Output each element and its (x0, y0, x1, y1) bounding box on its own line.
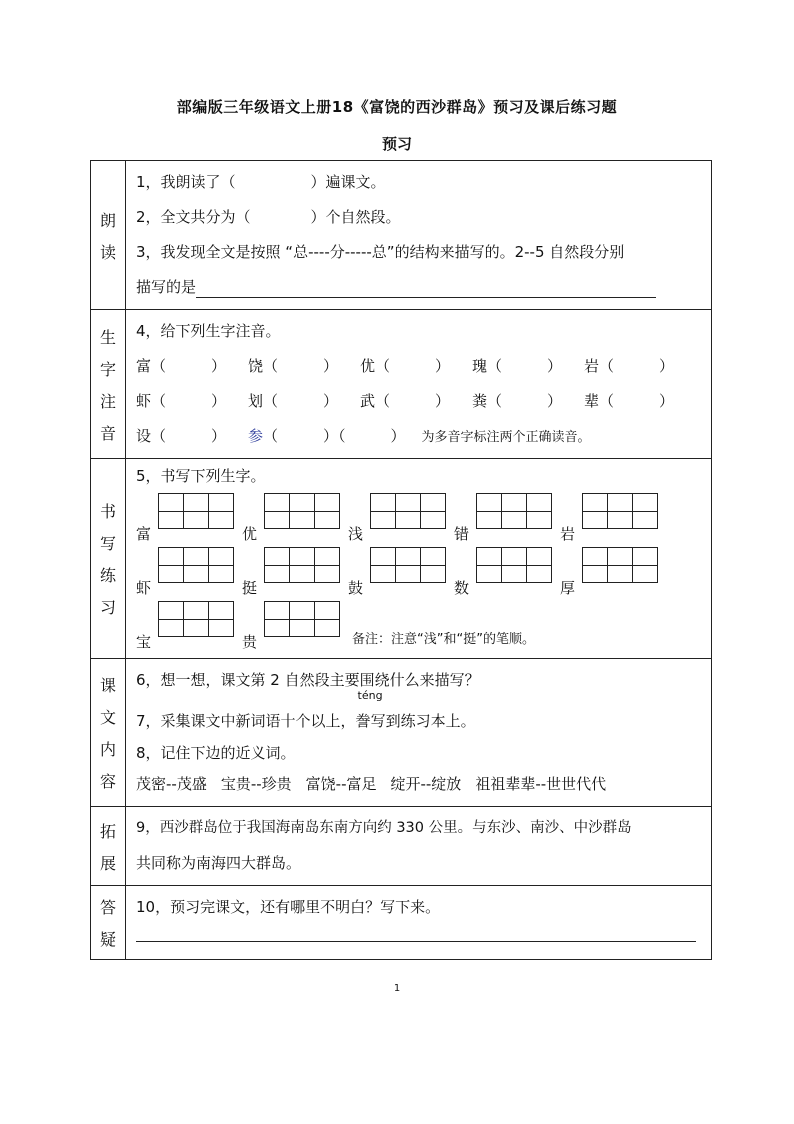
answer-blank-line[interactable] (136, 925, 696, 942)
writing-grid-row-3 (136, 597, 711, 651)
writing-item (560, 547, 666, 597)
writing-char: 挺 (242, 579, 258, 597)
pinyin-item[interactable]: 设（ ） (136, 427, 227, 445)
char-pinyin: téng (357, 689, 383, 702)
writing-char: 贵 (242, 633, 258, 651)
qa-label (91, 886, 126, 960)
label-char: 容 (99, 772, 116, 791)
pinyin-item[interactable]: 粪（ ） (472, 392, 563, 410)
tianzi-grid[interactable] (158, 601, 234, 637)
reading-label (91, 161, 126, 310)
synonym-pair: 宝贵--珍贵 (220, 775, 292, 793)
tianzi-grid[interactable] (370, 547, 446, 583)
writing-item (242, 601, 348, 651)
label-char: 拓 (99, 821, 116, 841)
question-9-line-2: 共同称为南海四大群岛。 (136, 854, 302, 872)
pinyin-line-2 (136, 384, 711, 419)
content-row (91, 659, 712, 807)
tianzi-grid[interactable] (476, 547, 552, 583)
label-char: 内 (99, 740, 116, 759)
question-7 (136, 689, 711, 739)
synonym-pair: 茂密--茂盛 (136, 775, 207, 793)
synonym-pair: 绽开--绽放 (390, 775, 462, 793)
label-char: 读 (99, 242, 116, 262)
writing-item (136, 493, 242, 543)
writing-char: 虾 (136, 579, 152, 597)
synonym-pair: 祖祖辈辈--世世代代 (475, 775, 607, 793)
writing-content (126, 459, 712, 659)
annotated-char: 誊 (355, 712, 371, 730)
tianzi-grid[interactable] (158, 493, 234, 529)
tianzi-grid[interactable] (476, 493, 552, 529)
pinyin-item[interactable]: 优（ ） (360, 357, 451, 375)
page-number: 1 (393, 983, 401, 994)
extend-row (91, 807, 712, 886)
question-8: 8，记住下边的近义词。 (136, 744, 296, 762)
tianzi-grid[interactable] (370, 493, 446, 529)
writing-note: 备注：注意“浅”和“挺”的笔顺。 (352, 632, 535, 647)
pinyin-item[interactable]: 辈（ ） (584, 392, 675, 410)
worksheet-table (90, 160, 712, 960)
pinyin-item[interactable]: 武（ ） (360, 392, 451, 410)
label-char: 疑 (99, 930, 116, 949)
question-9-line-1: 9，西沙群岛位于我国海南岛东南方向约 330 公里。与东沙、南沙、中沙群岛 (136, 820, 632, 836)
writing-char: 鼓 (348, 579, 364, 597)
writing-item (242, 493, 348, 543)
writing-char: 数 (454, 579, 470, 597)
question-3-prefix: 描写的是 (136, 278, 197, 296)
tianzi-grid[interactable] (582, 493, 658, 529)
writing-char: 优 (242, 525, 258, 543)
label-char: 注 (99, 391, 116, 411)
writing-item (348, 547, 454, 597)
pinyin-annotated-char (355, 689, 383, 739)
answer-blank-line[interactable] (196, 275, 656, 298)
tianzi-grid[interactable] (264, 601, 340, 637)
pinyin-item[interactable]: 岩（ ） (584, 357, 675, 375)
writing-grid-row-1 (136, 489, 711, 543)
writing-item (136, 601, 242, 651)
label-char: 课 (99, 676, 116, 695)
pinyin-line-3 (136, 419, 711, 454)
pinyin-item[interactable]: 虾（ ） (136, 392, 227, 410)
tianzi-grid[interactable] (264, 493, 340, 529)
writing-char: 错 (454, 525, 470, 543)
reading-row (91, 161, 712, 310)
writing-item (242, 547, 348, 597)
label-char: 朗 (99, 210, 116, 230)
question-2: 2，全文共分为（ ）个自然段。 (136, 208, 401, 226)
writing-char: 岩 (560, 525, 576, 543)
reading-content (126, 161, 712, 310)
label-char: 音 (99, 423, 116, 443)
pinyin-item[interactable]: 富（ ） (136, 357, 227, 375)
content-content (126, 659, 712, 807)
tianzi-grid[interactable] (158, 547, 234, 583)
extend-content (126, 807, 712, 886)
question-3-line-1: 3，我发现全文是按照 “总----分-----总”的结构来描写的。2--5 自然段分别 (136, 243, 625, 261)
qa-content (126, 886, 712, 960)
question-10: 10，预习完课文，还有哪里不明白？写下来。 (136, 898, 441, 916)
question-4: 4，给下列生字注音。 (136, 322, 281, 340)
label-char: 写 (99, 534, 116, 553)
writing-item (348, 493, 454, 543)
polyphone-note: 为多音字标注两个正确读音。 (421, 430, 591, 445)
pinyin-item[interactable]: 饶（ ） (248, 357, 339, 375)
pinyin-item[interactable]: 瑰（ ） (472, 357, 563, 375)
pinyin-line-1 (136, 349, 711, 384)
label-char: 练 (99, 566, 116, 585)
section-subtitle: 预习 (381, 135, 412, 153)
question-1: 1，我朗读了（ ）遍课文。 (136, 173, 386, 191)
pinyin-content (126, 310, 712, 459)
label-char: 习 (99, 598, 116, 617)
question-7-suffix: 写到练习本上。 (370, 712, 476, 730)
writing-item (454, 493, 560, 543)
label-char: 生 (99, 327, 116, 347)
synonym-list (136, 767, 711, 802)
label-char: 文 (99, 708, 116, 727)
polyphone-char: 参 (248, 427, 264, 445)
question-7-prefix: 7，采集课文中新词语十个以上， (136, 712, 356, 730)
tianzi-grid[interactable] (264, 547, 340, 583)
writing-grid-row-2 (136, 543, 711, 597)
writing-item (454, 547, 560, 597)
content-label (91, 659, 126, 807)
label-char: 书 (99, 502, 116, 521)
pinyin-item[interactable]: 划（ ） (248, 392, 339, 410)
extend-label (91, 807, 126, 886)
question-6: 6，想一想，课文第 2 自然段主要围绕什么来描写？ (136, 671, 480, 689)
writing-row (91, 459, 712, 659)
label-char: 展 (99, 853, 116, 873)
question-3-line-2 (136, 270, 711, 305)
writing-char: 富 (136, 525, 152, 543)
writing-item (136, 547, 242, 597)
tianzi-grid[interactable] (582, 547, 658, 583)
pinyin-row (91, 310, 712, 459)
question-5: 5，书写下列生字。 (136, 467, 266, 485)
document-title: 部编版三年级语文上册18《富饶的西沙群岛》预习及课后练习题 (176, 98, 618, 116)
writing-char: 厚 (560, 579, 576, 597)
writing-label (91, 459, 126, 659)
pinyin-label (91, 310, 126, 459)
synonym-pair: 富饶--富足 (305, 775, 377, 793)
qa-row (91, 886, 712, 960)
label-char: 字 (99, 359, 116, 379)
writing-char: 宝 (136, 633, 152, 651)
label-char: 答 (99, 898, 116, 917)
polyphone-blanks[interactable]: （ ）（ ） (263, 427, 406, 445)
writing-char: 浅 (348, 525, 364, 543)
writing-item (560, 493, 666, 543)
